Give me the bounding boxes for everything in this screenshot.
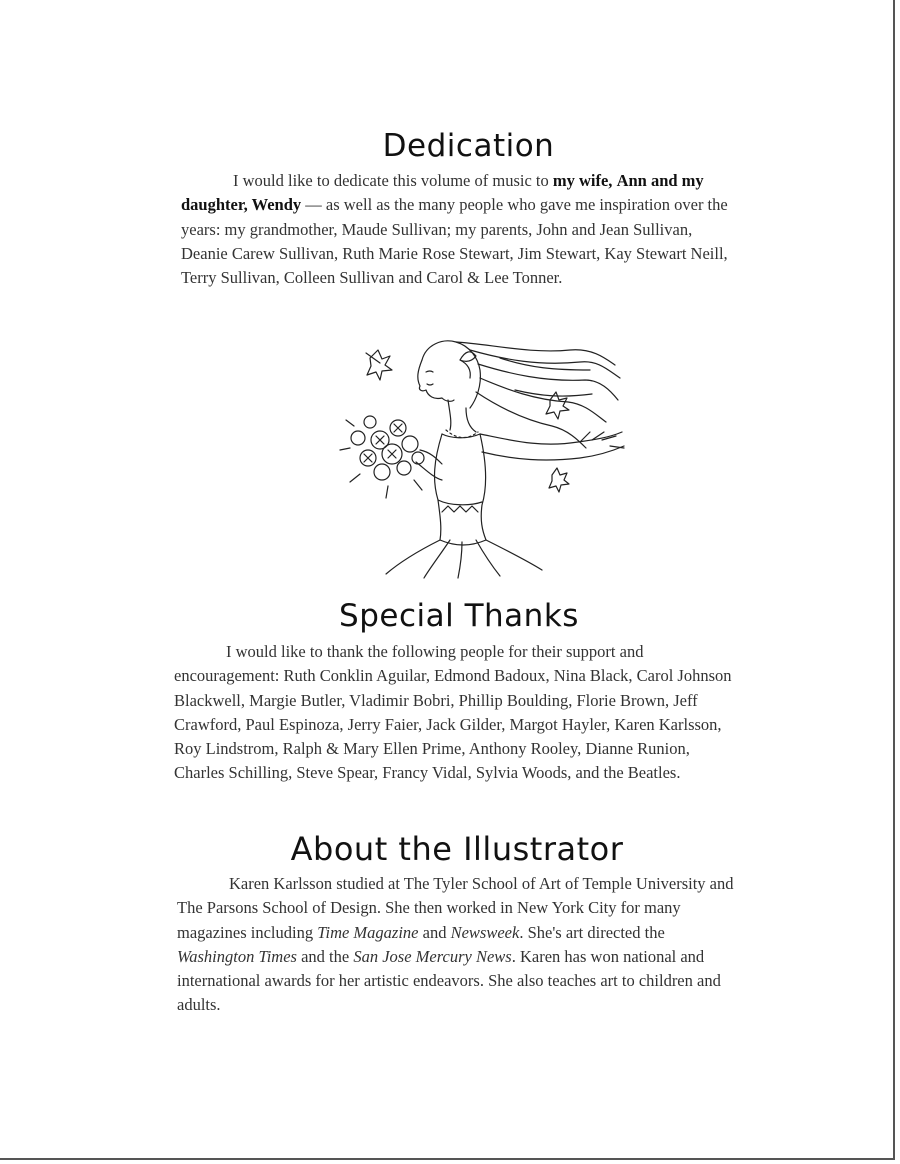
dedication-text: [181, 169, 736, 290]
special-thanks-text: I would like to thank the following people for their support and encouragement: Ruth Conklin Aguilar, Edmond Badoux, Nina Black, Carol Johnson Blackwell, Margie Butler, Vladimir Bobri, Phillip Boulding, Florie Brown, Jeff Crawford, Paul Espinoza, Jerry Faier, Jack Gilder, Margot Hayler, Karen Karlsson, Roy Lindstrom, Ralph & Mary Ellen Prime, Anthony Rooley, Dianne Runion, Charles Schilling, Steve Spear, Francy Vidal, Sylvia Woods, and the Beatles.: [174, 642, 732, 783]
magazine-time: Time Magazine: [317, 922, 419, 942]
dedication-heading: Dedication: [382, 128, 555, 164]
girl-with-bouquet-illustration: [330, 330, 640, 580]
illustrator-text-part5: . Karen has won national and international awards for her artistic endeavors. She also teaches art to children and adults.: [177, 946, 721, 1015]
special-thanks-section: [174, 598, 739, 786]
about-illustrator-heading: About the Illustrator: [290, 830, 624, 868]
dedication-section: [181, 128, 736, 290]
newspaper-san-jose-mercury: San Jose Mercury News: [353, 946, 512, 966]
about-illustrator-section: [177, 830, 737, 1018]
dedication-text-part1: I would like to dedicate this volume of music to: [233, 171, 553, 190]
illustrator-text-part1: Karen Karlsson studied at The Tyler School of Art of Temple University and The Parsons School of Design. She then worked in New York City for many magazines including: [177, 874, 734, 942]
dedication-bold-wife: my wife,: [552, 171, 613, 190]
magazine-newsweek: Newsweek: [450, 922, 520, 942]
leaf-icon: [549, 468, 569, 492]
special-thanks-heading: Special Thanks: [339, 598, 579, 634]
illustrator-text-part2: and: [418, 922, 451, 942]
about-illustrator-text: [177, 872, 737, 1018]
bouquet-icon: [340, 416, 442, 498]
newspaper-washington-times: Washington Times: [177, 946, 297, 966]
dedication-bold-daughter: Ann and my daughter, Wendy: [181, 171, 704, 215]
dedication-text-part2: — as well as the many people who gave me inspiration over the years: my grandmother, Maude Sullivan; my parents, John and Jean Sullivan, Deanie Carew Sullivan, Ruth Marie Rose Stewart, Jim Stewart, Kay Stewart Neill, Terry Sullivan, Colleen Sullivan and Carol & Lee Tonner.: [181, 195, 728, 288]
illustrator-text-part4: and the: [296, 946, 354, 966]
illustrator-text-part3: . She's art directed the: [519, 922, 665, 942]
leaf-icon: [366, 350, 392, 380]
